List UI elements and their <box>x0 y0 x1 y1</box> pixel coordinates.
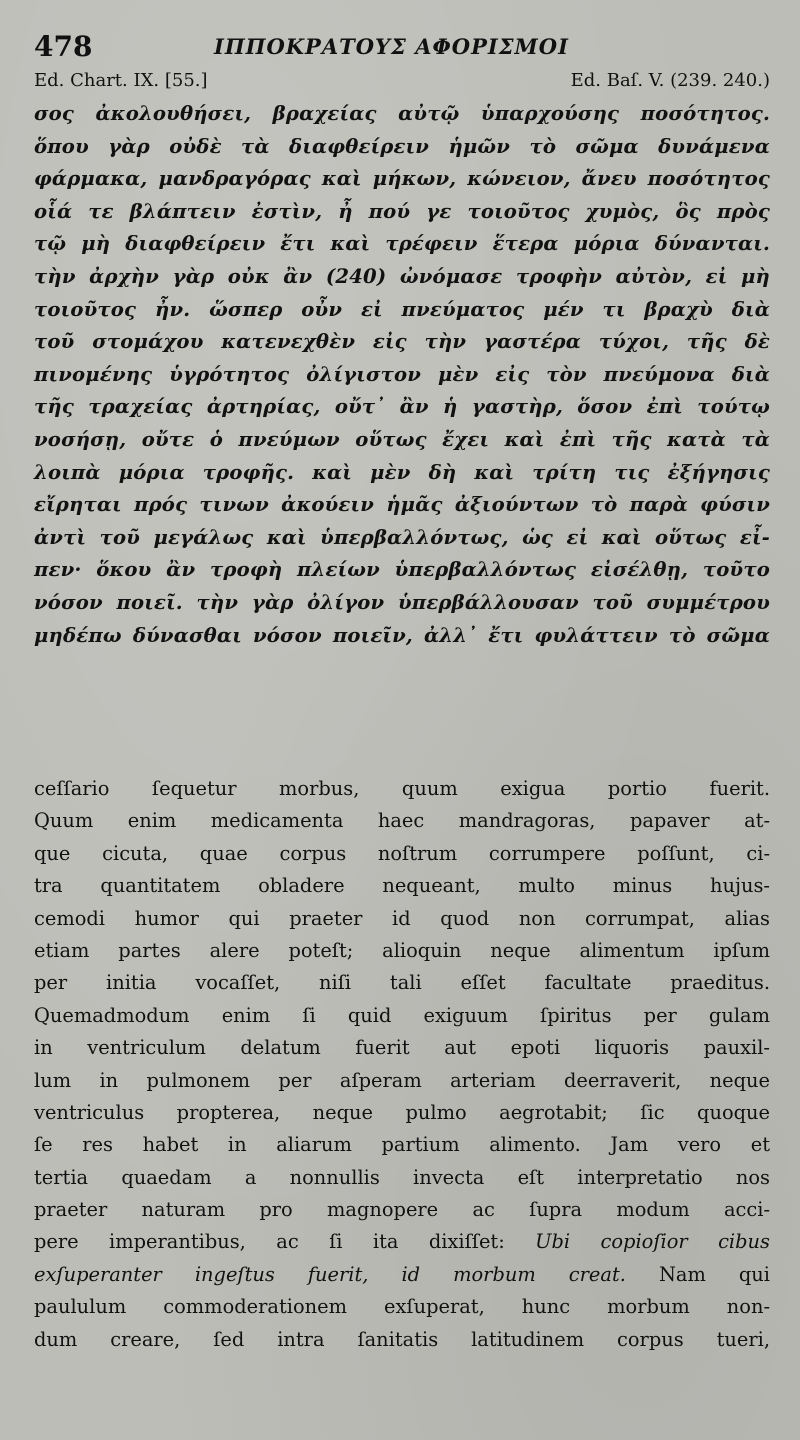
latin-text-line <box>34 1032 770 1064</box>
latin-text-roman: ſe res habet in aliarum partium alimento. Jam vero et <box>34 1133 770 1157</box>
greek-text-line: τῆς τραχείας ἀρτηρίας, οὔτ᾽ ἂν ἡ γαστὴρ, ὅσον ἐπὶ τούτῳ <box>34 395 770 419</box>
greek-text-line: λοιπὰ μόρια τροφῆς. καὶ μὲν δὴ καὶ τρίτη τις ἐξήγησις <box>34 460 770 484</box>
latin-text-roman: lum in pulmonem per aſperam arteriam deerraverit, neque <box>34 1068 770 1092</box>
latin-text-line <box>34 1259 770 1291</box>
greek-text-line: οἷά τε βλάπτειν ἐστὶν, ἦ πού γε τοιοῦτος χυμὸς, ὃς πρὸς <box>34 199 770 223</box>
latin-text-line <box>34 1000 770 1032</box>
latin-text-line <box>34 1065 770 1097</box>
latin-text-roman: cemodi humor qui praeter id quod non corrumpat, alias <box>34 906 770 930</box>
greek-text-line: φάρμακα, μανδραγόρας καὶ μήκων, κώνειον, ἄνευ ποσότητος <box>34 167 770 191</box>
latin-text-roman: que cicuta, quae corpus noſtrum corrumpere poſſunt, ci- <box>34 841 770 865</box>
latin-text-line <box>34 1291 770 1323</box>
latin-text-line <box>34 838 770 870</box>
greek-text-block <box>34 98 770 652</box>
greek-text-line: τῷ μὴ διαφθείρειν ἔτι καὶ τρέφειν ἕτερα μόρια δύνανται. <box>34 232 770 256</box>
latin-text-italic: exſuperanter ingeſtus fuerit, id morbum creat. <box>34 1262 626 1286</box>
latin-text-roman: ceſſario ſequetur morbus, quum exigua portio fuerit. <box>34 777 770 800</box>
edition-reference-left: Ed. Chart. IX. [55.] <box>34 70 208 91</box>
latin-text-roman: ventriculus propterea, neque pulmo aegrotabit; ſic quoque <box>34 1100 770 1124</box>
greek-text-line: πεν· ὅκου ἂν τροφὴ πλείων ὑπερβαλλόντως εἰσέλθῃ, τοῦτο <box>34 558 770 582</box>
latin-text-line <box>34 1129 770 1161</box>
latin-text-roman: in ventriculum delatum fuerit aut epoti liquoris pauxil- <box>34 1036 770 1060</box>
latin-text-roman: etiam partes alere poteſt; alioquin neque alimentum ipſum <box>34 938 770 962</box>
latin-text-line <box>34 935 770 967</box>
greek-text-line: νόσον ποιεῖ. τὴν γὰρ ὀλίγον ὑπερβάλλουσαν τοῦ συμμέτρου <box>34 590 770 614</box>
greek-text-line: σος ἀκολουθήσει, βραχείας αὐτῷ ὑπαρχούσης ποσότητος. <box>34 102 770 125</box>
greek-text-line: ὅπου γὰρ οὐδὲ τὰ διαφθείρειν ἡμῶν τὸ σῶμα δυνάμενα <box>34 134 770 158</box>
latin-text-block <box>34 773 770 1356</box>
latin-text-roman: Nam qui <box>625 1262 770 1286</box>
latin-text-roman: dum creare, ſed intra ſanitatis latitudinem corpus tueri, <box>34 1327 770 1351</box>
greek-text-line: μηδέπω δύνασθαι νόσον ποιεῖν, ἀλλ᾽ ἔτι φυλάττειν τὸ σῶμα <box>34 623 770 647</box>
latin-text-line <box>34 1226 770 1258</box>
latin-text-italic: Ubi copioſior cibus <box>535 1230 770 1254</box>
latin-text-line <box>34 870 770 902</box>
latin-text-line <box>34 1324 770 1356</box>
latin-text-roman: per initia vocaſſet, niſi tali eſſet facultate praeditus. <box>34 971 770 995</box>
greek-text-line: νοσήσῃ, οὔτε ὁ πνεύμων οὕτως ἔχει καὶ ἐπὶ τῆς κατὰ τὰ <box>34 427 770 451</box>
edition-reference-line <box>34 70 770 96</box>
latin-text-roman: paululum commoderationem exſuperat, hunc morbum non- <box>34 1295 770 1319</box>
page-number: 478 <box>34 30 93 63</box>
latin-text-line <box>34 773 770 805</box>
greek-text-line: τὴν ἀρχὴν γὰρ οὐκ ἂν (240) ὠνόμασε τροφὴν αὐτὸν, εἰ μὴ <box>34 264 770 288</box>
greek-text-line: πινομένης ὑγρότητος ὀλίγιστον μὲν εἰς τὸν πνεύμονα διὰ <box>34 362 770 386</box>
latin-text-line <box>34 805 770 837</box>
latin-text-line <box>34 1194 770 1226</box>
latin-text-line <box>34 967 770 999</box>
greek-text-line: τοιοῦτος ἦν. ὥσπερ οὖν εἰ πνεύματος μέν τι βραχὺ διὰ <box>34 297 770 321</box>
latin-text-line <box>34 1162 770 1194</box>
latin-text-roman: Quemadmodum enim ſi quid exiguum ſpiritus per gulam <box>34 1003 770 1027</box>
edition-reference-right: Ed. Baſ. V. (239. 240.) <box>570 70 770 91</box>
latin-text-roman: praeter naturam pro magnopere ac ſupra modum acci- <box>34 1198 770 1222</box>
latin-text-line <box>34 1097 770 1129</box>
greek-text-line: τοῦ στομάχου κατενεχθὲν εἰς τὴν γαστέρα τύχοι, τῆς δὲ <box>34 330 770 354</box>
greek-text-line: εἴρηται πρός τινων ἀκούειν ἡμᾶς ἀξιούντων τὸ παρὰ φύσιν <box>34 493 770 517</box>
greek-text-line: ἀντὶ τοῦ μεγάλως καὶ ὑπερβαλλόντως, ὡς εἰ καὶ οὕτως εἶ- <box>34 525 770 549</box>
latin-text-roman: tra quantitatem obladere nequeant, multo minus hujus- <box>34 874 770 898</box>
page-header <box>34 30 770 64</box>
latin-text-roman: Quum enim medicamenta haec mandragoras, papaver at- <box>34 809 770 833</box>
latin-text-roman: pere imperantibus, ac ſi ita dixiſſet: <box>34 1230 536 1254</box>
latin-text-line <box>34 903 770 935</box>
running-title: ΙΠΠΟΚΡΑΤΟΥΣ ΑΦΟΡΙΣΜΟΙ <box>214 34 569 59</box>
latin-text-roman: tertia quaedam a nonnullis invecta eſt interpretatio nos <box>34 1165 770 1189</box>
